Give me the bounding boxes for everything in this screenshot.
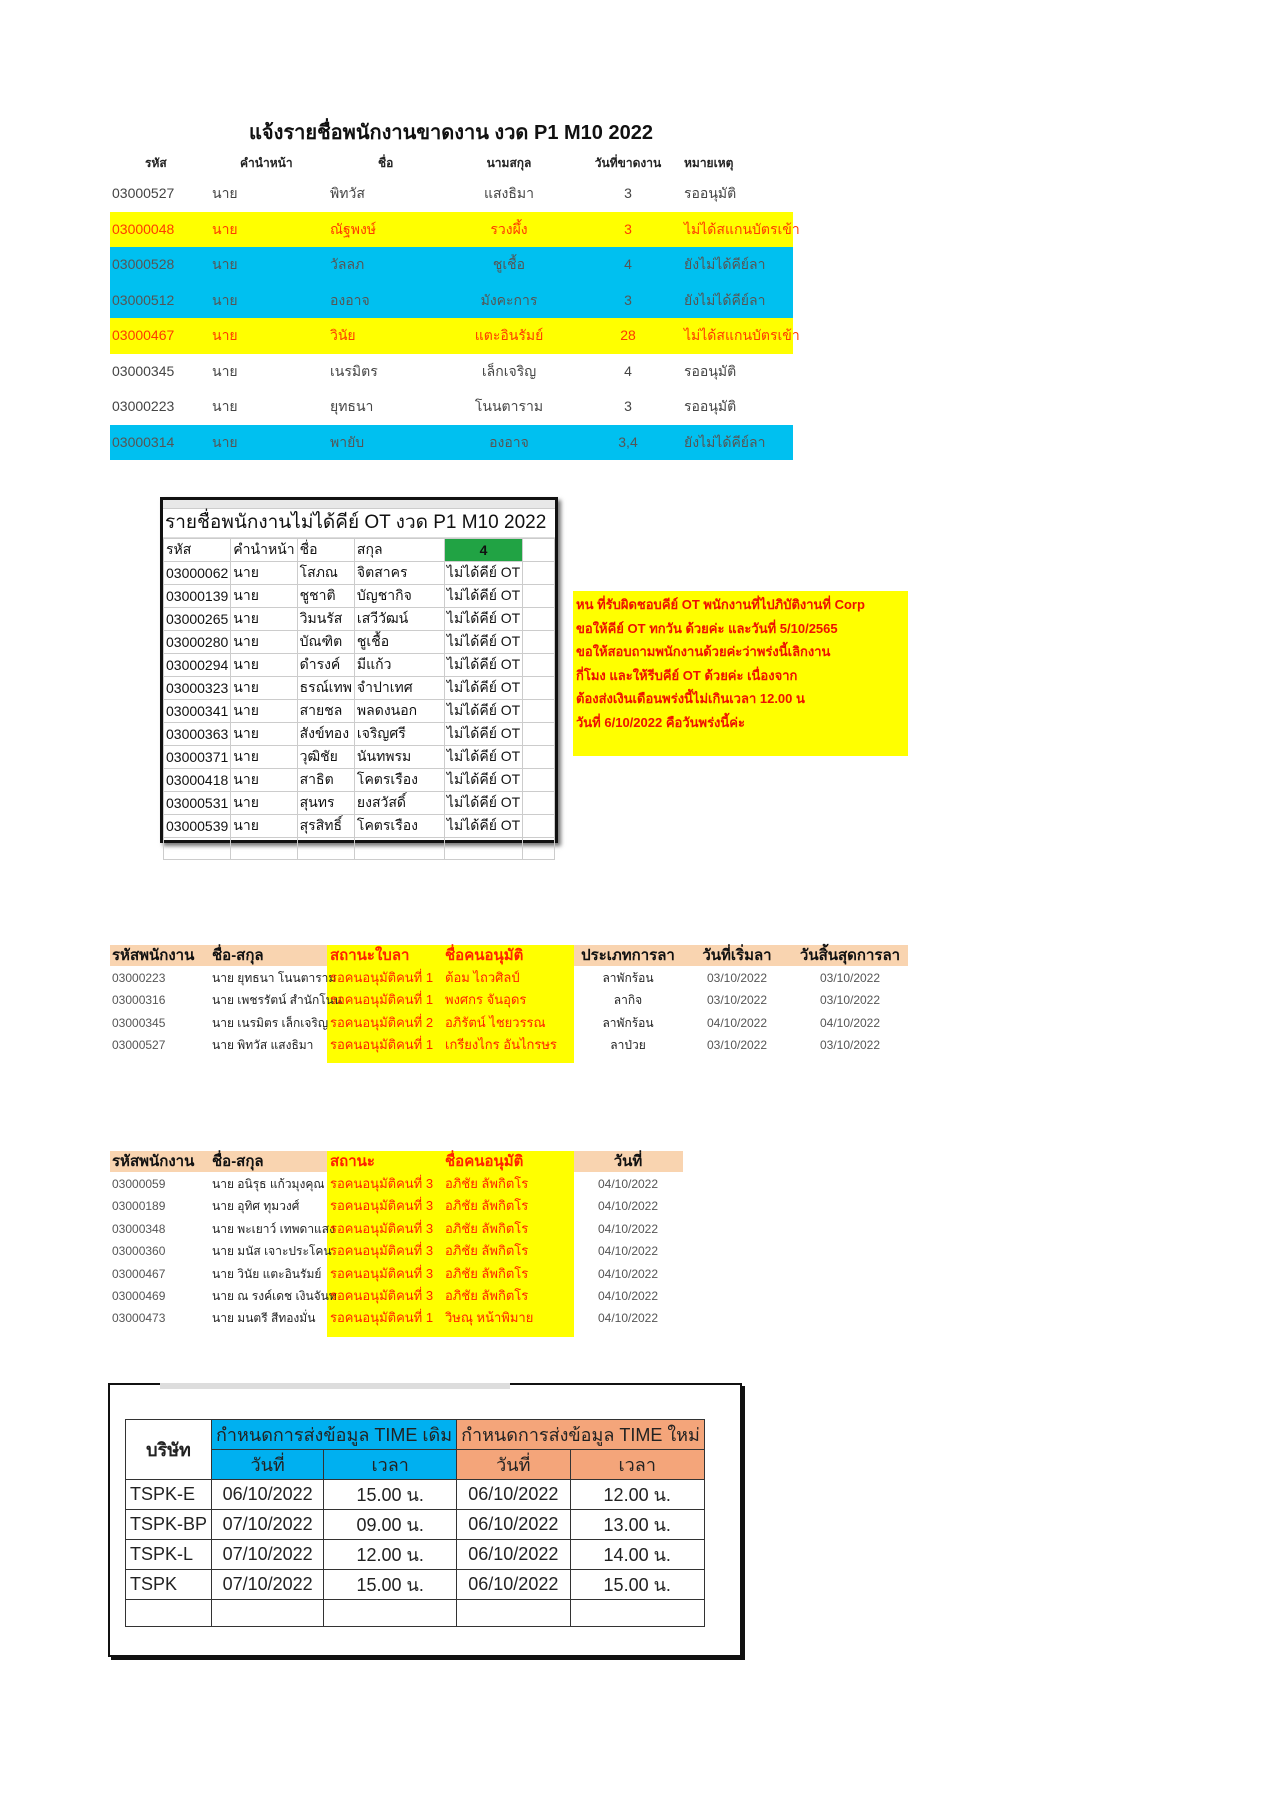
table-cell: 09.00 น.: [324, 1510, 457, 1540]
table-cell: นาย พิทวัส แสงธิมา: [212, 1037, 314, 1052]
table-row: [164, 723, 555, 746]
ot-note: [573, 591, 908, 756]
empty-cell: [523, 815, 555, 838]
table-cell: 12.00 น.: [570, 1480, 704, 1510]
empty-cell: [457, 1600, 571, 1627]
table-cell: 03000314: [112, 433, 175, 450]
table-cell: รออนุมัติ: [684, 185, 737, 201]
table-row: [126, 1540, 705, 1570]
table-cell: 04/10/2022: [597, 1311, 659, 1326]
table-cell: 07/10/2022: [212, 1510, 324, 1540]
table-cell: ณัฐพงษ์: [330, 220, 377, 237]
column-header: รหัสพนักงาน: [112, 1153, 195, 1170]
table-cell: รอคนอนุมัติคนที่ 1: [330, 992, 434, 1008]
table-cell: นันทพรม: [354, 746, 444, 769]
empty-cell: [523, 562, 555, 585]
table-row: [164, 654, 555, 677]
table-cell: 03000223: [112, 398, 175, 414]
table-cell: รอคนอนุมัติคนที่ 2: [330, 1014, 434, 1030]
table-cell: ชูเชื้อ: [492, 256, 526, 272]
table-cell: 03000473: [112, 1311, 166, 1326]
table-cell: ไม่ได้คีย์ OT: [444, 654, 522, 677]
table-cell: 04/10/2022: [597, 1221, 659, 1236]
company-header: บริษัท: [126, 1420, 212, 1480]
blurred-caption: [160, 1383, 510, 1389]
table-row: [126, 1510, 705, 1540]
table-row: [126, 1480, 705, 1510]
table-cell: 03000418: [164, 769, 231, 792]
empty-cell: [523, 654, 555, 677]
table-cell: สุรสิทธิ์: [297, 815, 354, 838]
table-cell: ไม่ได้สแกนบัตรเข้า: [684, 220, 800, 237]
table-cell: นาย: [212, 362, 238, 379]
schedule-screenshot: [108, 1383, 742, 1657]
table-cell: นาย: [231, 769, 297, 792]
table-cell: ลาพักร้อน: [602, 971, 654, 985]
table-cell: จิตสาคร: [354, 562, 444, 585]
table-cell: ชูเชื้อ: [354, 631, 444, 654]
table-cell: 04/10/2022: [597, 1244, 659, 1259]
table-cell: อภิชัย ลัพกิตโร: [445, 1265, 529, 1281]
table-cell: 03000512: [112, 291, 175, 308]
table-cell: 07/10/2022: [212, 1570, 324, 1600]
table-cell: 03000265: [164, 608, 231, 631]
old-schedule-header: กำหนดการส่งข้อมูล TIME เดิม: [212, 1420, 457, 1450]
table-cell: 3: [624, 185, 632, 201]
table-cell: 03000528: [112, 256, 175, 272]
table-cell: อภิรัตน์ ไชยวรรณ: [445, 1014, 546, 1030]
table-cell: 03000316: [112, 993, 166, 1008]
table-cell: แตะอินรัมย์: [474, 327, 544, 343]
column-header: ชื่อ: [297, 539, 354, 562]
table-row: [164, 746, 555, 769]
table-cell: ต้อม ไถวศิลป์: [445, 970, 520, 985]
table-cell: 04/10/2022: [597, 1289, 659, 1303]
table-cell: สังข์ทอง: [297, 723, 354, 746]
table-cell: นาย: [212, 327, 238, 343]
table-cell: ลาป่วย: [610, 1037, 646, 1052]
table-cell: พงศกร จันอุดร: [445, 992, 527, 1008]
table-cell: 03000059: [112, 1177, 166, 1191]
table-cell: นาย: [231, 608, 297, 631]
schedule-subheader-row: [126, 1450, 705, 1480]
table-cell: รอคนอนุมัติคนที่ 1: [330, 1310, 434, 1326]
column-header: ประเภทการลา: [581, 947, 675, 964]
table-cell: ไม่ได้คีย์ OT: [444, 608, 522, 631]
table-cell: ดำรงค์: [297, 654, 354, 677]
table-cell: ลากิจ: [613, 993, 643, 1008]
table-cell: 04/10/2022: [597, 1177, 659, 1191]
table-cell: รอคนอนุมัติคนที่ 3: [330, 1243, 434, 1259]
table-cell: อภิชัย ลัพกิตโร: [445, 1220, 529, 1236]
table-cell: 03/10/2022: [819, 1037, 881, 1052]
table-cell: โคตรเรือง: [354, 769, 444, 792]
table-cell: นาย เนรมิตร เล็กเจริญ: [212, 1015, 329, 1030]
table-cell: TSPK-BP: [126, 1510, 212, 1540]
table-cell: ไม่ได้คีย์ OT: [444, 562, 522, 585]
table-cell: ลาพักร้อน: [602, 1015, 654, 1030]
ot-screenshot: [160, 497, 558, 843]
column-header: นามสกุล: [486, 156, 532, 170]
table-cell: 03000363: [164, 723, 231, 746]
ot-table: [163, 538, 555, 860]
table-cell: ไม่ได้สแกนบัตรเข้า: [684, 327, 800, 343]
table-cell: เจริญศรี: [354, 723, 444, 746]
table-cell: พลดงนอก: [354, 700, 444, 723]
table-cell: องอาจ: [489, 433, 529, 450]
table-cell: มังคะการ: [480, 291, 538, 308]
column-header: สถานะ: [330, 1153, 375, 1170]
table-cell: 03000348: [112, 1221, 166, 1236]
column-header: ชื่อ-สกุล: [212, 947, 264, 964]
table-cell: 12.00 น.: [324, 1540, 457, 1570]
empty-cell: [444, 838, 522, 860]
table-cell: โคตรเรือง: [354, 815, 444, 838]
column-header: เวลา: [570, 1450, 704, 1480]
schedule-table: [125, 1419, 705, 1627]
table-cell: พิทวัส: [330, 185, 365, 201]
table-row: [164, 608, 555, 631]
empty-cell: [523, 585, 555, 608]
table-cell: 07/10/2022: [212, 1540, 324, 1570]
table-cell: นาย วินัย แตะอินรัมย์: [212, 1266, 322, 1281]
table-cell: เนรมิตร: [330, 362, 378, 379]
column-header: วันที่เริ่มลา: [702, 947, 772, 964]
table-cell: ยังไม่ได้คีย์ลา: [684, 291, 766, 308]
table-cell: ไม่ได้คีย์ OT: [444, 585, 522, 608]
table-cell: นาย: [231, 585, 297, 608]
table-cell: นาย: [212, 398, 238, 414]
table-row: [164, 585, 555, 608]
table-cell: ไม่ได้คีย์ OT: [444, 746, 522, 769]
table-cell: นาย ณ รงค์เดช เงินจันท: [212, 1289, 337, 1303]
empty-cell: [523, 677, 555, 700]
table-row: [110, 425, 793, 461]
table-cell: 3: [624, 398, 632, 414]
table-cell: 06/10/2022: [457, 1510, 571, 1540]
table-cell: ยังไม่ได้คีย์ลา: [684, 433, 766, 450]
table-cell: 04/10/2022: [706, 1015, 768, 1030]
table-cell: ไม่ได้คีย์ OT: [444, 815, 522, 838]
table-row: [110, 212, 800, 248]
ot-title: รายชื่อพนักงานไม่ได้คีย์ OT งวด P1 M10 2022: [163, 509, 555, 538]
new-schedule-header: กำหนดการส่งข้อมูล TIME ใหม่: [457, 1420, 705, 1450]
table-cell: บัญชากิจ: [354, 585, 444, 608]
table-cell: อภิชัย ลัพกิตโร: [445, 1288, 529, 1303]
column-header: รหัส: [164, 539, 231, 562]
table-cell: รวงผึ้ง: [490, 220, 528, 237]
table-cell: นาย: [212, 256, 238, 272]
table-cell: สาธิต: [297, 769, 354, 792]
table-cell: นาย อนิรุธ แก้วมุงคุณ: [212, 1177, 325, 1191]
table-cell: รอคนอนุมัติคนที่ 3: [330, 1265, 434, 1281]
table-row: [164, 631, 555, 654]
column-header: ชื่อคนอนุมัติ: [445, 1153, 524, 1170]
table-cell: รอคนอนุมัติคนที่ 1: [330, 970, 434, 985]
table-cell: นาย: [231, 677, 297, 700]
schedule-header-row: [126, 1420, 705, 1450]
table-cell: 03000062: [164, 562, 231, 585]
table-cell: 03000341: [164, 700, 231, 723]
empty-cell: [164, 838, 231, 860]
empty-cell: [523, 700, 555, 723]
column-header: สถานะใบลา: [330, 947, 410, 964]
table-cell: 03000360: [112, 1244, 166, 1259]
empty-cell: [126, 1600, 212, 1627]
table-cell: โสภณ: [297, 562, 354, 585]
table-cell: โนนตาราม: [474, 398, 544, 414]
column-header: หมายเหตุ: [684, 156, 734, 170]
table-cell: บัณฑิต: [297, 631, 354, 654]
sheet-column-bar: [163, 500, 555, 509]
note-line: ขอให้คีย์ OT ทกวัน ด้วยค่ะ และวันที่ 5/10/2565: [576, 620, 838, 636]
table-cell: ไม่ได้คีย์ OT: [444, 723, 522, 746]
table-cell: 03000371: [164, 746, 231, 769]
column-header: สกุล: [354, 539, 444, 562]
table-cell: ไม่ได้คีย์ OT: [444, 792, 522, 815]
absence-table: [110, 150, 800, 460]
table-cell: 03000539: [164, 815, 231, 838]
absence-header-row: [110, 150, 793, 176]
column-header: รหัส: [145, 156, 167, 170]
table-cell: ยุทธนา: [330, 398, 374, 414]
table-cell: ไม่ได้คีย์ OT: [444, 700, 522, 723]
table-row: [164, 700, 555, 723]
table-cell: สายชล: [297, 700, 354, 723]
table-cell: นาย มนัส เจาะประโคน: [212, 1244, 332, 1259]
table-cell: นาย: [212, 291, 238, 308]
note-line: วันที่ 6/10/2022 คือวันพร่งนี้ค่ะ: [576, 714, 745, 730]
table-cell: 03/10/2022: [819, 993, 881, 1008]
table-cell: 3,4: [618, 433, 638, 450]
table-cell: ไม่ได้คีย์ OT: [444, 631, 522, 654]
table-cell: 03000323: [164, 677, 231, 700]
table-cell: 04/10/2022: [597, 1199, 659, 1214]
empty-cell: [523, 608, 555, 631]
table-cell: 03000469: [112, 1289, 166, 1303]
table-cell: 03/10/2022: [819, 971, 881, 985]
empty-cell: [523, 838, 555, 860]
column-header: วันที่ขาดงาน: [594, 156, 662, 170]
table-row: [164, 562, 555, 585]
table-row: [164, 815, 555, 838]
table-cell: จำปาเทศ: [354, 677, 444, 700]
table-row: [126, 1570, 705, 1600]
table-cell: 3: [624, 291, 632, 308]
table-cell: ไม่ได้คีย์ OT: [444, 769, 522, 792]
column-header: คำนำหน้า: [240, 156, 293, 170]
column-header: ชื่อ-สกุล: [212, 1153, 264, 1170]
table-cell: นาย: [231, 746, 297, 769]
table-cell: 03000048: [112, 220, 175, 237]
table-cell: TSPK-L: [126, 1540, 212, 1570]
table-cell: นาย ยุทธนา โนนตาราม: [212, 971, 337, 985]
table-cell: นาย: [231, 792, 297, 815]
table-cell: 06/10/2022: [457, 1540, 571, 1570]
table-row: [110, 389, 793, 425]
table-row: [164, 792, 555, 815]
table-row: [110, 354, 793, 390]
empty-cell: [523, 746, 555, 769]
table-cell: นาย: [231, 654, 297, 677]
table-row: [164, 769, 555, 792]
empty-cell: [231, 838, 297, 860]
note-line: ต้องส่งเงินเดือนพร่งนี้ไม่เกินเวลา 12.00 น: [576, 691, 805, 706]
table-row: [110, 318, 800, 354]
table-cell: TSPK: [126, 1570, 212, 1600]
table-cell: นาย: [231, 631, 297, 654]
table-cell: วินัย: [330, 327, 356, 343]
table-cell: วุฒิชัย: [297, 746, 354, 769]
table-cell: 04/10/2022: [597, 1266, 659, 1281]
table-cell: นาย มนตรี สีทองมั่น: [212, 1311, 316, 1326]
table-cell: อภิชัย ลัพกิตโร: [445, 1243, 529, 1259]
empty-cell: [570, 1600, 704, 1627]
table-cell: นาย: [231, 815, 297, 838]
ot-header-row: [164, 539, 555, 562]
table-cell: 03000345: [112, 1015, 166, 1030]
table-cell: เล็กเจริญ: [481, 362, 537, 379]
table-cell: นาย: [231, 562, 297, 585]
table-row: [164, 677, 555, 700]
table-cell: แสงธิมา: [483, 185, 535, 201]
table-cell: รอคนอนุมัติคนที่ 3: [330, 1288, 434, 1303]
table-row: [110, 283, 793, 319]
empty-cell: [523, 769, 555, 792]
table-cell: 03000527: [112, 185, 175, 201]
column-header: รหัสพนักงาน: [112, 947, 195, 964]
table-cell: 15.00 น.: [570, 1570, 704, 1600]
table-cell: รอคนอนุมัติคนที่ 1: [330, 1036, 434, 1052]
table-cell: นาย อุทิศ ทุมวงศ์: [212, 1199, 300, 1214]
note-line: หน ที่รับผิดชอบคีย์ OT พนักงานที่ไปภิบัติงานที่ Corp: [576, 597, 865, 612]
table-cell: 4: [624, 256, 632, 272]
table-cell: วิมนรัส: [297, 608, 354, 631]
empty-cell: [324, 1600, 457, 1627]
table-cell: 03000345: [112, 362, 175, 379]
table-cell: 03000527: [112, 1037, 166, 1052]
table-cell: TSPK-E: [126, 1480, 212, 1510]
empty-cell: [523, 792, 555, 815]
note-line: ขอให้สอบถามพนักงานด้วยค่ะว่าพร่งนี้เลิกงาน: [576, 644, 831, 659]
table-cell: 03000531: [164, 792, 231, 815]
table-cell: รออนุมัติ: [684, 398, 737, 414]
empty-cell: [297, 838, 354, 860]
empty-row: [126, 1600, 705, 1627]
table-cell: วัลลภ: [330, 256, 365, 272]
table-cell: นาย: [231, 723, 297, 746]
table-cell: 03000223: [112, 971, 166, 985]
column-header: ชื่อ: [378, 156, 394, 170]
column-header: วันที่: [613, 1153, 643, 1170]
column-header: วันที่: [212, 1450, 324, 1480]
table-cell: มีแก้ว: [354, 654, 444, 677]
table-cell: 14.00 น.: [570, 1540, 704, 1570]
table-cell: 15.00 น.: [324, 1570, 457, 1600]
table-cell: รอคนอนุมัติคนที่ 3: [330, 1220, 434, 1236]
empty-cell: [523, 631, 555, 654]
table-cell: เสวีวัฒน์: [354, 608, 444, 631]
table-cell: 04/10/2022: [819, 1015, 881, 1030]
table-cell: เกรียงไกร อันไกรษร: [445, 1036, 557, 1052]
table-cell: 15.00 น.: [324, 1480, 457, 1510]
empty-row: [164, 838, 555, 860]
table-cell: พายับ: [330, 433, 365, 450]
table-cell: 06/10/2022: [212, 1480, 324, 1510]
table-cell: 28: [620, 327, 636, 343]
column-header: เวลา: [324, 1450, 457, 1480]
empty-cell: [523, 723, 555, 746]
column-header: วันสิ้นสุดการลา: [799, 947, 901, 964]
table-cell: 03000294: [164, 654, 231, 677]
table-cell: นาย: [212, 433, 238, 450]
table-cell: 13.00 น.: [570, 1510, 704, 1540]
column-header: คำนำหน้า: [231, 539, 297, 562]
table-row: [110, 247, 793, 283]
table-cell: 03/10/2022: [706, 1037, 768, 1052]
table-cell: นาย: [212, 220, 238, 237]
table-cell: รอคนอนุมัติคนที่ 3: [330, 1198, 434, 1214]
table-cell: รออนุมัติ: [684, 362, 737, 379]
table-cell: นาย พะเยาว์ เทพดาแสง: [212, 1221, 335, 1236]
note-line: กี่โมง และให้รีบคีย์ OT ด้วยค่ะ เนื่องจาก: [576, 667, 798, 683]
empty-cell: [354, 838, 444, 860]
table-cell: 4: [624, 362, 632, 379]
table-cell: 03000467: [112, 327, 175, 343]
column-header: 4: [444, 539, 522, 562]
table-cell: นาย เพชรรัตน์ สำนักโนน: [212, 993, 343, 1008]
column-header: วันที่: [457, 1450, 571, 1480]
column-header: ชื่อคนอนุมัติ: [445, 947, 524, 964]
table-cell: 03/10/2022: [706, 993, 768, 1008]
table-cell: นาย: [231, 700, 297, 723]
absence-title: แจ้งรายชื่อพนักงานขาดงาน งวด P1 M10 2022: [249, 122, 653, 144]
table-cell: องอาจ: [330, 291, 370, 308]
table-cell: สุนทร: [297, 792, 354, 815]
table-cell: อภิชัย ลัพกิตโร: [445, 1176, 529, 1191]
table-cell: 06/10/2022: [457, 1480, 571, 1510]
table-cell: 03000280: [164, 631, 231, 654]
table-cell: 3: [624, 220, 632, 237]
table-cell: 03000139: [164, 585, 231, 608]
table-cell: ยังไม่ได้คีย์ลา: [684, 256, 766, 272]
table-cell: ไม่ได้คีย์ OT: [444, 677, 522, 700]
table-cell: ธรณ์เทพ: [297, 677, 354, 700]
table-row: [110, 176, 793, 212]
table-cell: รอคนอนุมัติคนที่ 3: [330, 1176, 434, 1191]
table-cell: อภิชัย ลัพกิตโร: [445, 1198, 529, 1214]
empty-cell: [212, 1600, 324, 1627]
table-cell: ยงสวัสดิ์: [354, 792, 444, 815]
table-cell: 06/10/2022: [457, 1570, 571, 1600]
table-cell: 03000189: [112, 1199, 166, 1214]
table-cell: 03/10/2022: [706, 971, 768, 985]
table-cell: 03000467: [112, 1266, 166, 1281]
table-cell: วิษณุ หน้าพิมาย: [445, 1310, 534, 1326]
table-cell: ชูชาติ: [297, 585, 354, 608]
empty-cell: [523, 539, 555, 562]
table-cell: นาย: [212, 185, 238, 201]
